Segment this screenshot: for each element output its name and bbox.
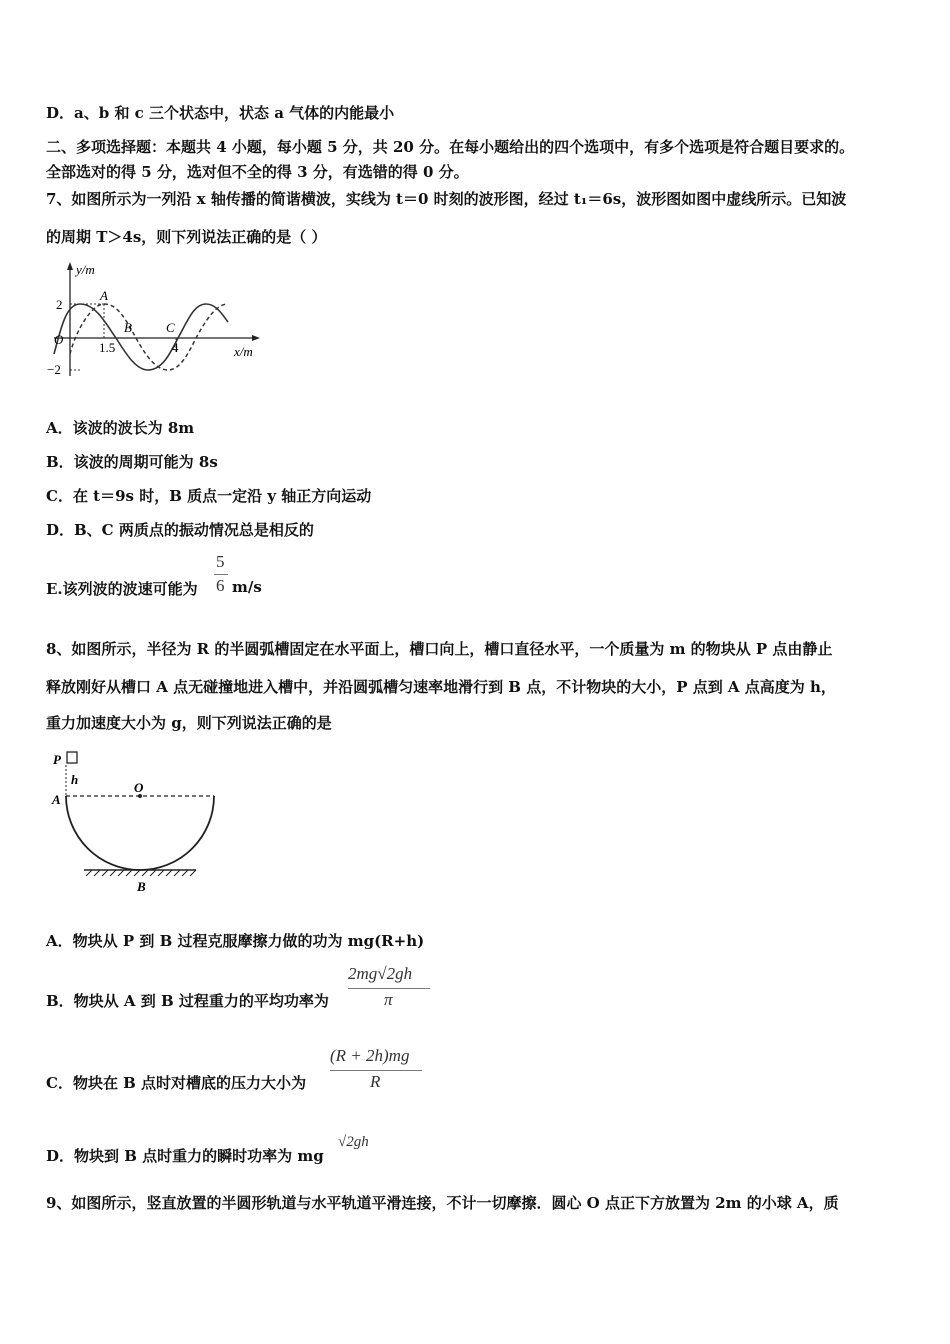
- q8-option-a: A．物块从 P 到 B 过程克服摩擦力做的功为 mg(R+h): [46, 932, 425, 950]
- q8-option-c: C．物块在 B 点时对槽底的压力大小为: [46, 1074, 307, 1092]
- q8-stem-3: 重力加速度大小为 g，则下列说法正确的是: [46, 714, 332, 732]
- option-d-q6: D．a、b 和 c 三个状态中，状态 a 气体的内能最小: [46, 104, 395, 122]
- label-o: O: [134, 780, 144, 795]
- q7e-fraction: [214, 552, 228, 598]
- q8-option-d: D．物块到 B 点时重力的瞬时功率为 mg: [46, 1147, 324, 1165]
- q7-option-a: A．该波的波长为 8m: [46, 419, 195, 437]
- q8d-radical: √2gh: [338, 1134, 369, 1150]
- wave-y-neg: −2: [47, 362, 61, 377]
- wave-x-label: x/m: [234, 344, 253, 359]
- wave-point-a: A: [100, 288, 108, 303]
- label-a: A: [52, 792, 61, 807]
- wave-x-tick-2: 4: [172, 340, 179, 355]
- q7-option-b: B．该波的周期可能为 8s: [46, 453, 218, 471]
- wave-y-label: y/m: [76, 262, 95, 277]
- semicircle-groove: [66, 796, 214, 870]
- wave-dashed: [70, 304, 228, 370]
- q7-option-e: [46, 578, 198, 599]
- q7e-unit: m/s: [232, 578, 262, 596]
- bowl-figure: [46, 748, 226, 896]
- q8c-numerator: (R + 2h)mg: [330, 1046, 410, 1065]
- q7e-numerator: 5: [216, 552, 225, 571]
- q8c-denominator: R: [370, 1072, 381, 1091]
- wave-x-tick-1: 1.5: [99, 340, 116, 355]
- wave-point-b: B: [124, 320, 132, 335]
- x-axis-arrow-icon: [252, 335, 260, 341]
- wave-figure: [44, 258, 274, 383]
- wave-point-c: C: [166, 320, 175, 335]
- block-p: [67, 752, 77, 763]
- q8c-fraction: [330, 1046, 422, 1096]
- q8b-fraction: [348, 964, 430, 1014]
- q9-stem-1: 9、如图所示，竖直放置的半圆形轨道与水平轨道平滑连接，不计一切摩擦．圆心 O 点正下方放置为 2m 的小球 A，质: [46, 1194, 839, 1212]
- wave-origin: O: [54, 332, 64, 347]
- q7-option-e-text: E.该列波的波速可能为: [46, 580, 198, 598]
- q7-option-c: C．在 t＝9s 时，B 质点一定沿 y 轴正方向运动: [46, 487, 372, 505]
- q7-option-d: D．B、C 两质点的振动情况总是相反的: [46, 521, 314, 539]
- label-p: P: [53, 752, 61, 767]
- q8-option-b: B．物块从 A 到 B 过程重力的平均功率为: [46, 992, 329, 1010]
- ground-hatch: [86, 870, 196, 876]
- y-axis-arrow-icon: [67, 262, 73, 270]
- q8-stem-1: 8、如图所示，半径为 R 的半圆弧槽固定在水平面上，槽口向上，槽口直径水平，一个质量为 m 的物块从 P 点由静止: [46, 640, 833, 658]
- label-h: h: [71, 772, 79, 787]
- label-b: B: [137, 879, 146, 894]
- q7e-denominator: 6: [216, 576, 225, 595]
- q7-stem-2: 的周期 T＞4s，则下列说法正确的是（ ）: [46, 228, 327, 246]
- wave-solid: [54, 304, 228, 370]
- section-heading: 二、多项选择题：本题共 4 小题，每小题 5 分，共 20 分。在每小题给出的四个选项中，有多个选项是符合题目要求的。: [46, 138, 855, 156]
- q8-stem-2: 释放刚好从槽口 A 点无碰撞地进入槽中，并沿圆弧槽匀速率地滑行到 B 点，不计物块的大小，P 点到 A 点高度为 h，: [46, 678, 836, 696]
- wave-y-pos: 2: [56, 297, 63, 312]
- q7-stem-1: 7、如图所示为一列沿 x 轴传播的简谐横波，实线为 t＝0 时刻的波形图，经过 t₁＝6s，波形图如图中虚线所示。已知波: [46, 190, 847, 208]
- q8b-denominator: π: [384, 990, 393, 1009]
- section-scoring: 全部选对的得 5 分，选对但不全的得 3 分，有选错的得 0 分。: [46, 163, 469, 181]
- q8b-numerator: 2mg√2gh: [348, 964, 413, 983]
